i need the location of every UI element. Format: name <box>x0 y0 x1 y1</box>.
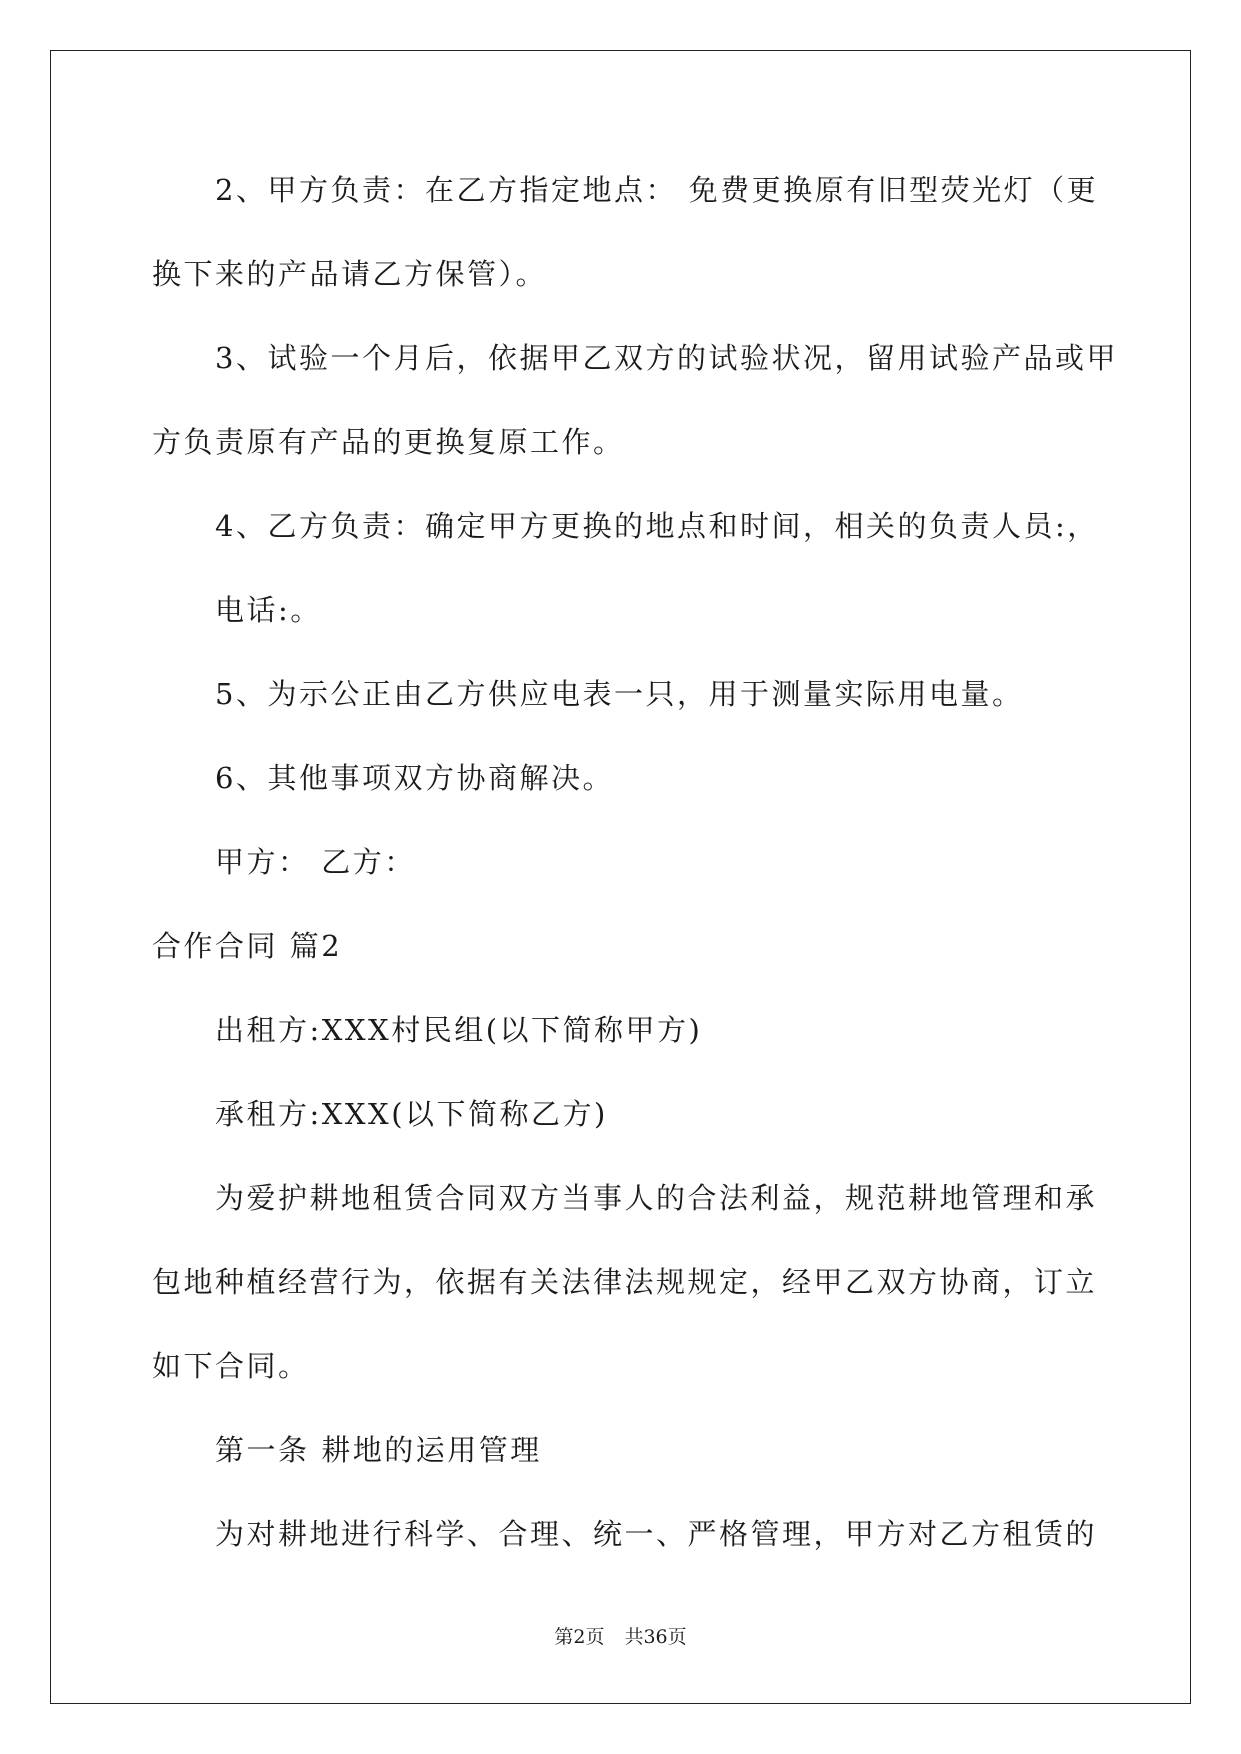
article-heading: 第一条 耕地的运用管理 <box>215 1433 542 1467</box>
paragraph-line: 如下合同。 <box>152 1349 310 1383</box>
paragraph-line: 2、甲方负责：在乙方指定地点： 免费更换原有旧型荧光灯（更 <box>215 173 1099 207</box>
section-heading: 合作合同 篇2 <box>152 929 343 963</box>
paragraph-line: 4、乙方负责：确定甲方更换的地点和时间，相关的负责人员:， <box>215 509 1099 543</box>
paragraph-line: 6、其他事项双方协商解决。 <box>215 761 614 795</box>
paragraph-line: 为爱护耕地租赁合同双方当事人的合法利益，规范耕地管理和承 <box>215 1181 1098 1215</box>
paragraph-line: 电话:。 <box>215 593 322 627</box>
paragraph-line: 承租方:XXX(以下简称乙方) <box>215 1097 608 1131</box>
signature-line: 甲方： 乙方： <box>215 845 416 879</box>
page-total: 共36页 <box>624 1626 687 1648</box>
paragraph-line: 包地种植经营行为，依据有关法律法规规定，经甲乙双方协商，订立 <box>152 1265 1098 1299</box>
page-number: 第2页 <box>554 1626 605 1648</box>
paragraph-line: 出租方:XXX村民组(以下简称甲方) <box>215 1013 703 1047</box>
paragraph-line: 为对耕地进行科学、合理、统一、严格管理，甲方对乙方租赁的 <box>215 1517 1098 1551</box>
paragraph-line: 5、为示公正由乙方供应电表一只，用于测量实际用电量。 <box>215 677 1024 711</box>
paragraph-line: 3、试验一个月后，依据甲乙双方的试验状况，留用试验产品或甲 <box>215 341 1118 375</box>
paragraph-line: 换下来的产品请乙方保管）。 <box>152 257 548 291</box>
paragraph-line: 方负责原有产品的更换复原工作。 <box>152 425 625 459</box>
page-footer <box>0 1624 1241 1650</box>
